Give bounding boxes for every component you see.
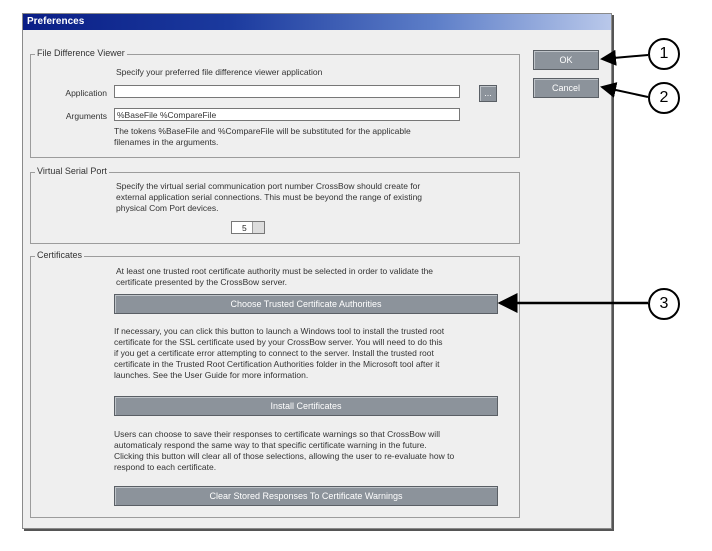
clear-para-1: Users can choose to save their responses to certificate warnings so that CrossBow will xyxy=(114,429,440,439)
serial-port-legend: Virtual Serial Port xyxy=(37,166,107,176)
serial-line-2: external application serial connections. This must be beyond the range of existing xyxy=(116,192,423,202)
arguments-label: Arguments xyxy=(65,111,107,121)
clear-para-4: respond to each certificate. xyxy=(114,462,217,472)
callout-2: 2 xyxy=(648,82,680,114)
file-diff-note-2: filenames in the arguments. xyxy=(114,137,219,147)
file-diff-intro: Specify your preferred file difference viewer application xyxy=(116,67,323,77)
cancel-button[interactable]: Cancel xyxy=(533,78,599,98)
choose-authorities-button[interactable]: Choose Trusted Certificate Authorities xyxy=(114,294,498,314)
browse-button[interactable]: ... xyxy=(479,85,497,102)
callout-2-arrow xyxy=(602,87,648,97)
file-diff-legend: File Difference Viewer xyxy=(37,48,125,58)
callout-1: 1 xyxy=(648,38,680,70)
certificates-legend: Certificates xyxy=(37,250,83,260)
install-para-5: launches. See the User Guide for more information. xyxy=(114,370,309,380)
application-label: Application xyxy=(65,88,107,98)
file-diff-note-1: The tokens %BaseFile and %CompareFile will be substituted for the applicable xyxy=(114,126,411,136)
arguments-input[interactable]: %BaseFile %CompareFile xyxy=(114,108,460,121)
certs-intro-1: At least one trusted root certificate authority must be selected in order to validate the xyxy=(116,266,434,276)
install-para-2: certificate for the SSL certificate used by your CrossBow server. You will need to do this xyxy=(114,337,443,347)
install-para-1: If necessary, you can click this button to launch a Windows tool to install the trusted root xyxy=(114,326,445,336)
serial-line-1: Specify the virtual serial communication port number CrossBow should create for xyxy=(116,181,421,191)
serial-line-3: physical Com Port devices. xyxy=(116,203,219,213)
ok-button[interactable]: OK xyxy=(533,50,599,70)
install-para-4: certificate in the Trusted Root Certification Authorities folder in the Microsoft tool after it xyxy=(114,359,440,369)
port-number-value: 5 xyxy=(242,223,247,233)
install-certificates-button[interactable]: Install Certificates xyxy=(114,396,498,416)
clear-responses-button[interactable]: Clear Stored Responses To Certificate Warnings xyxy=(114,486,498,506)
certs-intro-2: certificate presented by the CrossBow server. xyxy=(116,277,288,287)
dialog-title: Preferences xyxy=(27,16,85,27)
callout-3: 3 xyxy=(648,288,680,320)
clear-para-3: Clicking this button will clear all of those selections, allowing the user to re-evaluate how to xyxy=(114,451,455,461)
callout-1-arrow xyxy=(602,55,648,59)
clear-para-2: automaticaly respond the same way to that specific certificate warning in the future. xyxy=(114,440,427,450)
install-para-3: if you get a certificate error attempting to connect to the server. Install the trusted root xyxy=(114,348,434,358)
